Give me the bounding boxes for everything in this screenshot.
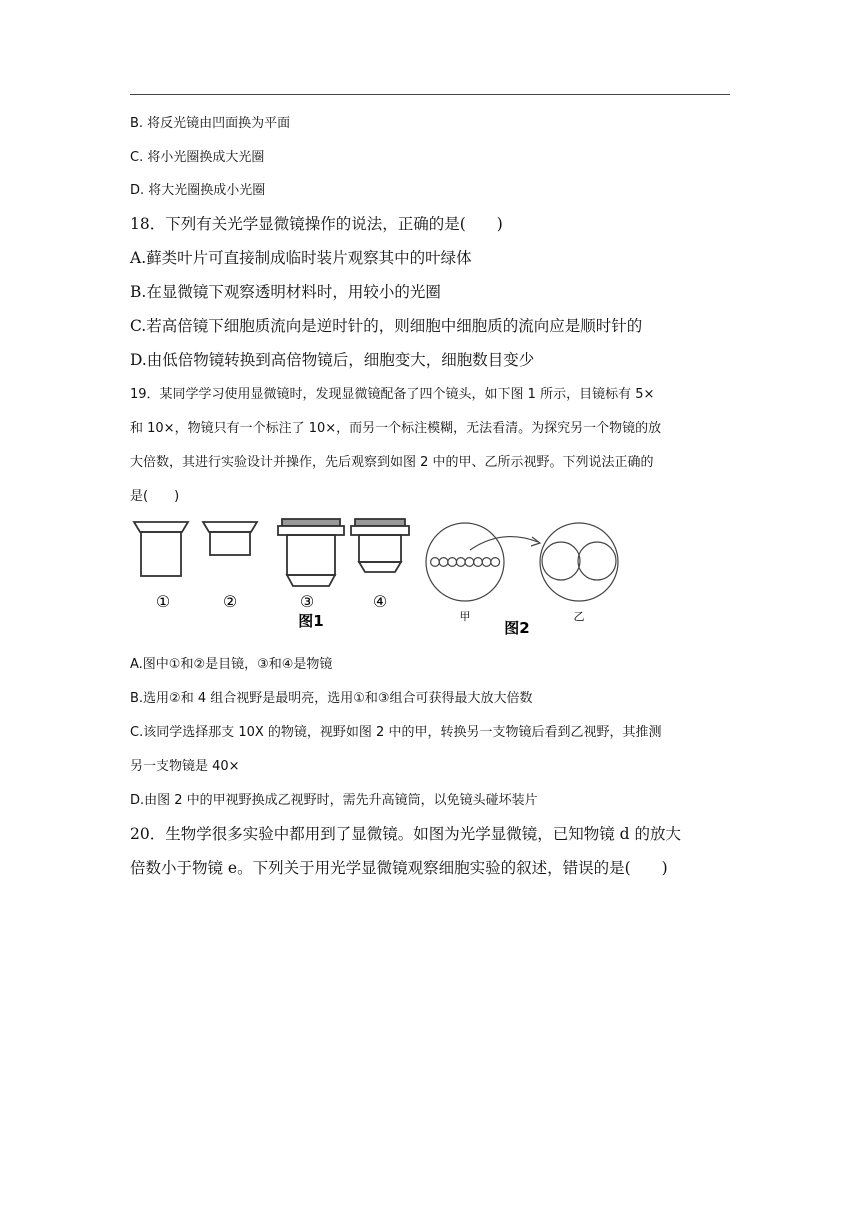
cell [482, 558, 491, 567]
view-jia-label: 甲 [459, 610, 471, 623]
cell [491, 558, 500, 567]
lens-label-1: ① [155, 592, 171, 611]
cell [439, 558, 448, 567]
view-jia [426, 523, 504, 601]
q18-option-a: A.藓类叶片可直接制成临时装片观察其中的叶绿体 [130, 249, 472, 267]
cell-row [431, 558, 500, 567]
q18-option-b: B.在显微镜下观察透明材料时，用较小的光圈 [130, 283, 441, 301]
q17-option-d: D. 将大光圈换成小光圈 [130, 183, 266, 198]
eyepiece-lens-1 [134, 522, 188, 576]
q19-stem-line4: 是( ) [130, 489, 180, 504]
q19-option-c-line2: 另一支物镜是 40× [130, 759, 240, 774]
eyepiece-lens-2 [203, 522, 257, 555]
q19-stem-line3: 大倍数，其进行实验设计并操作，先后观察到如图 2 中的甲、乙所示视野。下列说法正确的 [130, 455, 654, 470]
cell [465, 558, 474, 567]
q17-option-c: C. 将小光圈换成大光圈 [130, 150, 265, 165]
q19-stem-line2: 和 10×，物镜只有一个标注了 10×，而另一个标注模糊，无法看清。为探究另一个物镜的放 [130, 421, 662, 436]
microscope-lens-figure [130, 510, 630, 640]
q19-option-b: B.选用②和 4 组合视野是最明亮，选用①和③组合可获得最大放大倍数 [130, 691, 533, 706]
objective-lens-3 [278, 519, 344, 586]
header-rule [130, 94, 730, 95]
q19-option-a: A.图中①和②是目镜，③和④是物镜 [130, 657, 333, 672]
figure-1-caption: 图1 [298, 612, 324, 630]
cell [448, 558, 457, 567]
lens-label-3: ③ [299, 592, 315, 611]
q17-option-b: B. 将反光镜由凹面换为平面 [130, 116, 291, 131]
lens-label-4: ④ [372, 592, 388, 611]
q20-stem-line1: 20．生物学很多实验中都用到了显微镜。如图为光学显微镜，已知物镜 d 的放大 [130, 825, 682, 843]
q19-option-d: D.由图 2 中的甲视野换成乙视野时，需先升高镜筒，以免镜头碰坏装片 [130, 793, 538, 808]
q18-option-d: D.由低倍物镜转换到高倍物镜后，细胞变大，细胞数目变少 [130, 351, 535, 369]
view-yi-label: 乙 [573, 610, 585, 623]
q18-option-c: C.若高倍镜下细胞质流向是逆时针的，则细胞中细胞质的流向应是顺时针的 [130, 317, 643, 335]
q18-stem: 18．下列有关光学显微镜操作的说法，正确的是( ) [130, 215, 503, 233]
cell [474, 558, 483, 567]
arrow-icon [470, 537, 540, 550]
cell [456, 558, 465, 567]
objective-lens-4 [351, 519, 409, 572]
view-yi [540, 523, 618, 601]
q20-stem-line2: 倍数小于物镜 e。下列关于用光学显微镜观察细胞实验的叙述，错误的是( ) [130, 859, 668, 877]
q19-stem-line1: 19．某同学学习使用显微镜时，发现显微镜配备了四个镜头，如下图 1 所示，目镜标有 5× [130, 387, 655, 402]
cell [431, 558, 440, 567]
q19-option-c-line1: C.该同学选择那支 10X 的物镜，视野如图 2 中的甲，转换另一支物镜后看到乙视野，其推测 [130, 725, 662, 740]
figure-2-caption: 图2 [504, 619, 530, 637]
lens-label-2: ② [222, 592, 238, 611]
